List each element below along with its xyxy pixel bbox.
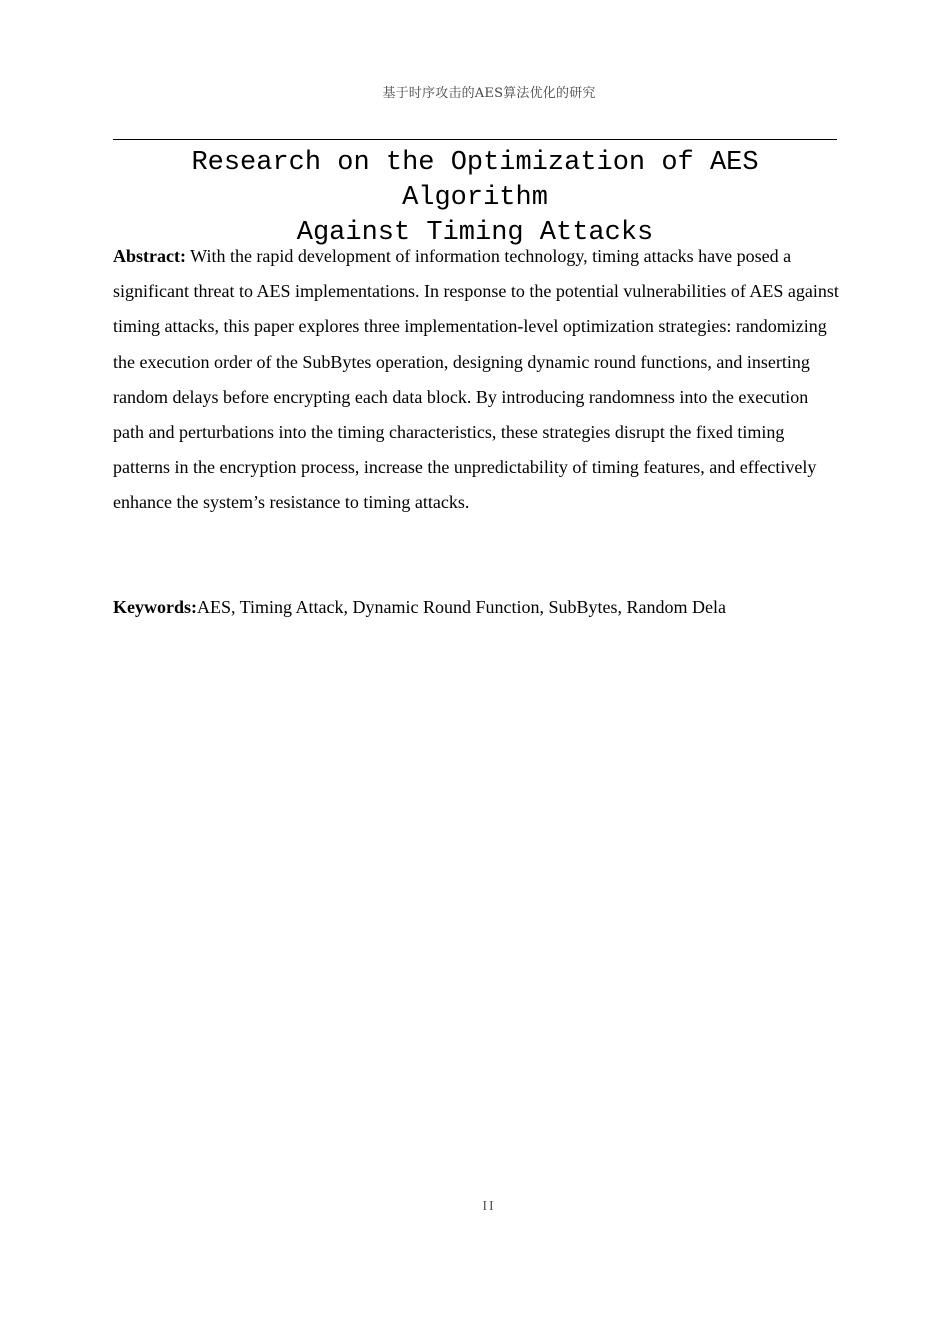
keywords-label: Keywords: [113, 597, 197, 617]
running-header: 基于时序攻击的AES算法优化的研究 [382, 86, 596, 101]
paper-title [113, 146, 837, 251]
keywords-text: AES, Timing Attack, Dynamic Round Function, SubBytes, Random Dela [197, 597, 727, 617]
keywords-paragraph [113, 590, 840, 625]
paper-title-line-2: Against Timing Attacks [296, 218, 654, 248]
paper-title-line-1: Research on the Optimization of AES Algorithm [191, 148, 759, 213]
abstract-text: With the rapid development of information technology, timing attacks have posed a significant threat to AES implementations. In response to the potential vulnerabilities of AES against timing attacks, this paper explores three implementation-level optimization strategies: randomizing the execution order of the SubBytes operation, designing dynamic round functions, and inserting random delays before encrypting each data block. By introducing randomness into the execution path and perturbations into the timing characteristics, these strategies disrupt the fixed timing patterns in the encryption process, increase the unpredictability of timing features, and effectively enhance the system’s resistance to timing attacks. [113, 246, 839, 513]
abstract-paragraph [113, 239, 840, 521]
page-number: II [482, 1199, 496, 1214]
abstract-label: Abstract: [113, 246, 186, 266]
header-divider [113, 139, 837, 140]
